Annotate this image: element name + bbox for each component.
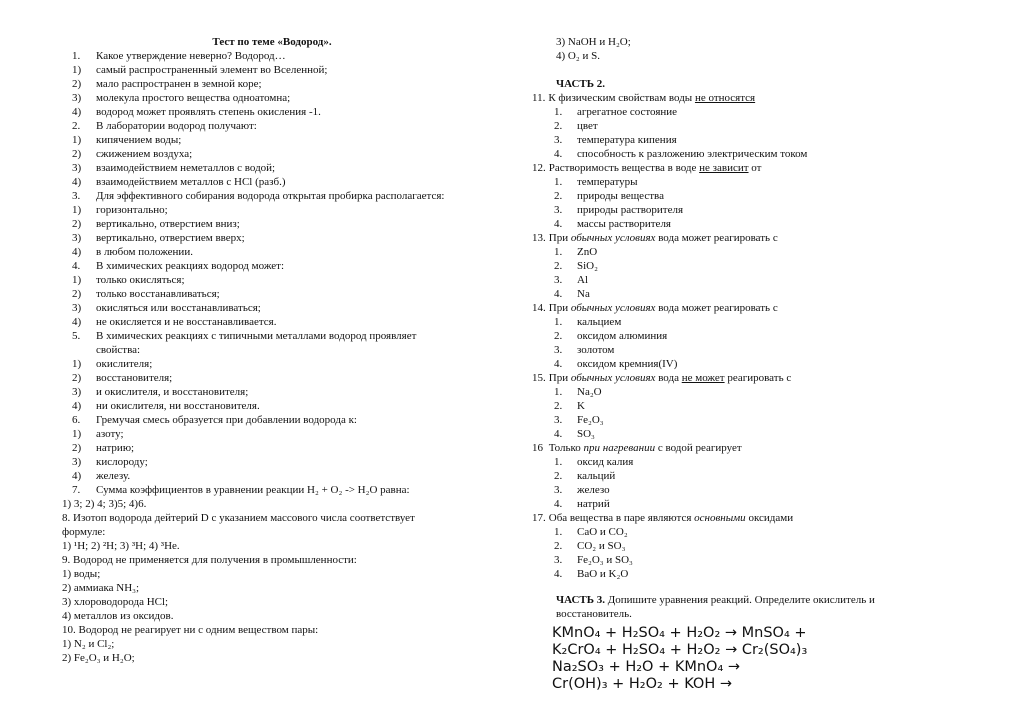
- option-line: [62, 651, 482, 665]
- q13-option: [532, 259, 932, 273]
- line-number: 2): [72, 288, 82, 300]
- q11-option-text: способность к разложению электрическим током: [577, 148, 808, 160]
- line-text: восстановителя;: [96, 372, 173, 384]
- line-text: вертикально, отверстием вверх;: [96, 232, 245, 244]
- q11-underline: не относятся: [694, 92, 756, 104]
- line-text: 1) воды;: [62, 568, 101, 580]
- line-number: 4): [72, 106, 82, 118]
- q12-pre: Растворимость вещества в воде: [548, 162, 700, 174]
- line-text: вертикально, отверстием вниз;: [96, 218, 240, 230]
- line-text: В химических реакциях с типичными металлами водород проявляет: [96, 330, 417, 342]
- q14-number: 14.: [532, 302, 546, 314]
- line-text: 8. Изотоп водорода дейтерий D с указанием массового числа соответствует: [62, 512, 415, 524]
- q15-italic: обычных условиях: [570, 372, 656, 384]
- option-line: [62, 133, 482, 147]
- q12-option-text: природы растворителя: [577, 204, 684, 216]
- line-number: 6.: [72, 414, 81, 426]
- q12-option-number: 3.: [554, 204, 563, 216]
- q17-stem: [532, 511, 932, 525]
- q17-option-number: 2.: [554, 540, 563, 552]
- q11-pre: К физическим свойствам воды: [548, 92, 695, 104]
- q12-number: 12.: [532, 162, 546, 174]
- line-number: 2.: [72, 120, 81, 132]
- line-text: азоту;: [96, 428, 124, 440]
- q17-option-text: CaO и CO₂: [577, 526, 628, 538]
- q16-stem: [532, 441, 932, 455]
- q15-pre: При: [548, 372, 571, 384]
- q14-option-text: золотом: [577, 344, 615, 356]
- option-line: [62, 91, 482, 105]
- line-text: железу.: [96, 470, 131, 482]
- option-line: [62, 469, 482, 483]
- option-line: [62, 77, 482, 91]
- q17-option-number: 1.: [554, 526, 563, 538]
- line-text: взаимодействием неметаллов с водой;: [96, 162, 276, 174]
- right-column: [532, 35, 932, 693]
- option-line: [62, 357, 482, 371]
- q17-option-text: CO₂ и SO₃: [577, 540, 626, 552]
- line-text: молекула простого вещества одноатомна;: [96, 92, 291, 104]
- line-text: кипячением воды;: [96, 134, 182, 146]
- line-number: 3): [72, 92, 82, 104]
- option-line: [62, 105, 482, 119]
- q15-option-number: 1.: [554, 386, 563, 398]
- part3-instructions: [556, 593, 956, 607]
- option-line: [62, 553, 482, 567]
- q11-option-text: температура кипения: [577, 134, 677, 146]
- line-text: 2) Fe₂O₃ и H₂O;: [62, 652, 135, 664]
- q14-option: [532, 343, 932, 357]
- q14-post: вода может реагировать с: [655, 302, 778, 314]
- q12-post: от: [748, 162, 762, 174]
- line-text: В лаборатории водород получают:: [96, 120, 257, 132]
- q13-option-number: 3.: [554, 274, 563, 286]
- q15-option: [532, 413, 932, 427]
- q16-option-text: кальций: [577, 470, 616, 482]
- line-text: 9. Водород не применяется для получения в промышленности:: [62, 554, 357, 566]
- q15-option-text: Na₂O: [577, 386, 602, 398]
- q17-italic: основными: [694, 512, 746, 524]
- line-text: только восстанавливаться;: [96, 288, 220, 300]
- line-text: 3) хлороводорода HCl;: [62, 596, 169, 608]
- option-line: [62, 567, 482, 581]
- line-text: мало распространен в земной коре;: [96, 78, 262, 90]
- q14-option-number: 1.: [554, 316, 563, 328]
- line-number: 3): [72, 386, 82, 398]
- option-line: [62, 637, 482, 651]
- q12-option-text: массы растворителя: [577, 218, 671, 230]
- line-number: 2): [72, 148, 82, 160]
- option-line: [62, 315, 482, 329]
- q14-option-number: 3.: [554, 344, 563, 356]
- q11-option: [532, 147, 932, 161]
- option-line: [62, 203, 482, 217]
- q15-option-number: 2.: [554, 400, 563, 412]
- q13-number: 13.: [532, 232, 546, 244]
- line-text: только окисляться;: [96, 274, 185, 286]
- option-line: [62, 343, 482, 357]
- q11-option-number: 1.: [554, 106, 563, 118]
- line-number: 4): [72, 246, 82, 258]
- part2-heading: ЧАСТЬ 2.: [556, 78, 606, 90]
- line-text: и окислителя, и восстановителя;: [96, 386, 249, 398]
- option-line: [62, 511, 482, 525]
- left-column: [62, 35, 482, 665]
- question-line: [62, 189, 482, 203]
- q13-post: вода может реагировать с: [655, 232, 778, 244]
- q15-option: [532, 385, 932, 399]
- q16-option-number: 3.: [554, 484, 563, 496]
- q13-option-text: Na: [577, 288, 590, 300]
- line-number: 3): [72, 302, 82, 314]
- line-number: 2): [72, 442, 82, 454]
- q14-option-text: оксидом алюминия: [577, 330, 668, 342]
- line-text: Для эффективного собирания водорода открытая пробирка располагается:: [96, 190, 445, 202]
- q12-underline: не зависит: [699, 162, 749, 174]
- q13-option-number: 2.: [554, 260, 563, 272]
- line-text: Сумма коэффициентов в уравнении реакции H₂ + O₂ -> H₂O равна:: [96, 484, 410, 496]
- q11-option: [532, 119, 932, 133]
- q12-option-text: природы вещества: [577, 190, 664, 202]
- q12-option: [532, 175, 932, 189]
- q17-option-number: 3.: [554, 554, 563, 566]
- line-number: 3): [72, 162, 82, 174]
- q13-option-text: Al: [577, 274, 588, 286]
- line-number: 4): [72, 400, 82, 412]
- line-text: горизонтально;: [96, 204, 168, 216]
- option-line: [62, 595, 482, 609]
- equation-4: Cr(OH)₃ + H₂O₂ + KOH →: [552, 676, 732, 692]
- q15-option-text: SO₃: [577, 428, 595, 440]
- line-text: водород может проявлять степень окисления -1.: [96, 106, 321, 118]
- q16-option-number: 2.: [554, 470, 563, 482]
- line-number: 3.: [72, 190, 81, 202]
- q12-option-number: 2.: [554, 190, 563, 202]
- q17-number: 17.: [532, 512, 546, 524]
- q14-text: [549, 302, 778, 314]
- line-number: 5.: [72, 330, 81, 342]
- line-number: 1.: [72, 50, 81, 62]
- q15-option-text: K: [577, 400, 585, 412]
- q13-option: [532, 273, 932, 287]
- q13-option-text: SiO₂: [577, 260, 598, 272]
- line-text: 2) аммиака NH₃;: [62, 582, 140, 594]
- line-text: ни окислителя, ни восстановителя.: [96, 400, 260, 412]
- q17-text: [549, 512, 793, 524]
- q11-stem: [532, 91, 932, 105]
- q17-option: [532, 553, 932, 567]
- line-text: взаимодействием металлов с HCl (разб.): [96, 176, 286, 188]
- equation-list: [532, 625, 932, 693]
- equation-2: K₂CrO₄ + H₂SO₄ + H₂O₂ → Cr₂(SO₄)₃: [552, 642, 808, 658]
- q16-option-number: 1.: [554, 456, 563, 468]
- line-text: 4) металлов из оксидов.: [62, 610, 174, 622]
- q15-post: реагировать с: [724, 372, 792, 384]
- q15-number: 15.: [532, 372, 546, 384]
- q17-pre: Оба вещества в паре являются: [548, 512, 695, 524]
- line-text: кислороду;: [96, 456, 148, 468]
- line-text: не окисляется и не восстанавливается.: [96, 316, 277, 328]
- line-number: 1): [72, 134, 82, 146]
- q12-option: [532, 189, 932, 203]
- q11-option-number: 2.: [554, 120, 563, 132]
- q13-pre: При: [548, 232, 571, 244]
- question-line: [62, 49, 482, 63]
- q14-option-number: 2.: [554, 330, 563, 342]
- option-line: [62, 301, 482, 315]
- option-line: [62, 245, 482, 259]
- question-line: [62, 259, 482, 273]
- q13-option-number: 4.: [554, 288, 563, 300]
- line-text: 1) N₂ и Cl₂;: [62, 638, 115, 650]
- line-text: 1) ¹H; 2) ²H; 3) ³H; 4) ³He.: [62, 540, 180, 552]
- q17-option-text: Fe₂O₃ и SO₃: [577, 554, 633, 566]
- line-number: 1): [72, 204, 82, 216]
- q15-text: [549, 372, 791, 384]
- question-line: [62, 329, 482, 343]
- line-text: сжижением воздуха;: [96, 148, 193, 160]
- q13-option: [532, 287, 932, 301]
- option-line: [62, 161, 482, 175]
- option-line: [62, 371, 482, 385]
- option-line: [62, 217, 482, 231]
- q15-option: [532, 399, 932, 413]
- option-line: [62, 63, 482, 77]
- q16-option-text: железо: [577, 484, 610, 496]
- q12-option: [532, 203, 932, 217]
- option-line: [62, 399, 482, 413]
- line-number: 4.: [72, 260, 81, 272]
- option-line: [62, 455, 482, 469]
- line-number: 2): [72, 218, 82, 230]
- option-line: [62, 147, 482, 161]
- option-line: [62, 441, 482, 455]
- q13-text: [549, 232, 778, 244]
- q15-option-text: Fe₂O₃: [577, 414, 604, 426]
- q10-option-3: 3) NaOH и H₂O;: [556, 36, 631, 48]
- q12-option-text: температуры: [577, 176, 638, 188]
- option-line: [62, 231, 482, 245]
- line-text: самый распространенный элемент во Вселенной;: [96, 64, 328, 76]
- q16-text: [546, 442, 742, 454]
- option-line: [62, 175, 482, 189]
- q16-option-number: 4.: [554, 498, 563, 510]
- q16-italic: при нагревании: [583, 442, 656, 454]
- q17-post: оксидами: [745, 512, 794, 524]
- q14-option-number: 4.: [554, 358, 563, 370]
- q13-italic: обычных условиях: [570, 232, 656, 244]
- q16-option: [532, 455, 932, 469]
- question-line: [62, 483, 482, 497]
- q13-option: [532, 245, 932, 259]
- line-number: 1): [72, 428, 82, 440]
- line-number: 4): [72, 176, 82, 188]
- line-number: 3): [72, 456, 82, 468]
- option-line: [62, 385, 482, 399]
- line-text: 10. Водород не реагирует ни с одним веществом пары:: [62, 624, 319, 636]
- q14-option-text: оксидом кремния(IV): [577, 358, 678, 370]
- line-text: свойства:: [96, 344, 141, 356]
- q15-mid: вода: [655, 372, 682, 384]
- line-number: 1): [72, 358, 82, 370]
- option-line: [62, 497, 482, 511]
- q16-option-text: оксид калия: [577, 456, 634, 468]
- q14-option: [532, 329, 932, 343]
- q17-option-text: BaO и K₂O: [577, 568, 629, 580]
- q17-option: [532, 567, 932, 581]
- q14-pre: При: [548, 302, 571, 314]
- line-number: 1): [72, 64, 82, 76]
- q14-option-text: кальцием: [577, 316, 622, 328]
- q15-underline: не может: [681, 372, 725, 384]
- equation-1: KMnO₄ + H₂SO₄ + H₂O₂ → MnSO₄ +: [552, 625, 807, 641]
- q16-option: [532, 483, 932, 497]
- q17-option-number: 4.: [554, 568, 563, 580]
- q11-option-text: цвет: [577, 120, 598, 132]
- q17-option: [532, 525, 932, 539]
- q11-option-number: 4.: [554, 148, 563, 160]
- line-text: Гремучая смесь образуется при добавлении водорода к:: [96, 414, 357, 426]
- q13-option-number: 1.: [554, 246, 563, 258]
- q12-option-number: 1.: [554, 176, 563, 188]
- line-number: 2): [72, 372, 82, 384]
- q16-post: с водой реагирует: [655, 442, 742, 454]
- q11-number: 11.: [532, 92, 546, 104]
- q11-option: [532, 105, 932, 119]
- line-text: формуле:: [62, 526, 106, 538]
- q16-pre: Только: [546, 442, 584, 454]
- option-line: [62, 525, 482, 539]
- line-number: 4): [72, 470, 82, 482]
- line-text: в любом положении.: [96, 246, 193, 258]
- q11-option: [532, 133, 932, 147]
- q12-option-number: 4.: [554, 218, 563, 230]
- option-line: [62, 581, 482, 595]
- q14-stem: [532, 301, 932, 315]
- line-text: окислителя;: [96, 358, 153, 370]
- page-title: Тест по теме «Водород».: [212, 36, 332, 48]
- line-number: 3): [72, 232, 82, 244]
- option-line: [62, 273, 482, 287]
- question-line: [62, 413, 482, 427]
- q12-text: [549, 162, 762, 174]
- q15-stem: [532, 371, 932, 385]
- part2-questions: [532, 91, 932, 581]
- q11-text: [548, 92, 755, 104]
- option-line: [62, 427, 482, 441]
- q14-option: [532, 315, 932, 329]
- line-text: Какое утверждение неверно? Водород…: [96, 50, 286, 62]
- q12-stem: [532, 161, 932, 175]
- q14-option: [532, 357, 932, 371]
- q11-option-text: агрегатное состояние: [577, 106, 678, 118]
- option-line: [62, 539, 482, 553]
- option-line: [62, 623, 482, 637]
- line-number: 1): [72, 274, 82, 286]
- part3-text-cont: восстановитель.: [556, 608, 632, 620]
- q14-italic: обычных условиях: [570, 302, 656, 314]
- q13-option-text: ZnO: [577, 246, 598, 258]
- option-line: [62, 287, 482, 301]
- equation-3: Na₂SO₃ + H₂O + KMnO₄ →: [552, 659, 741, 675]
- part3-text: Допишите уравнения реакций. Определите окислитель и: [607, 594, 875, 606]
- q15-option-number: 3.: [554, 414, 563, 426]
- q12-option: [532, 217, 932, 231]
- left-question-list: [62, 49, 482, 665]
- q10-option-4: 4) O₂ и S.: [556, 50, 600, 62]
- question-line: [62, 119, 482, 133]
- line-text: окисляться или восстанавливаться;: [96, 302, 261, 314]
- line-number: 7.: [72, 484, 81, 496]
- part3-heading: ЧАСТЬ 3.: [556, 594, 606, 606]
- q13-stem: [532, 231, 932, 245]
- q15-option-number: 4.: [554, 428, 563, 440]
- q16-option-text: натрий: [577, 498, 610, 510]
- q16-number: 16: [532, 442, 543, 454]
- line-text: В химических реакциях водород может:: [96, 260, 285, 272]
- line-number: 2): [72, 78, 82, 90]
- q17-option: [532, 539, 932, 553]
- line-number: 4): [72, 316, 82, 328]
- q16-option: [532, 497, 932, 511]
- q15-option: [532, 427, 932, 441]
- line-text: 1) 3; 2) 4; 3)5; 4)6.: [62, 498, 147, 510]
- q16-option: [532, 469, 932, 483]
- option-line: [62, 609, 482, 623]
- q11-option-number: 3.: [554, 134, 563, 146]
- line-text: натрию;: [96, 442, 135, 454]
